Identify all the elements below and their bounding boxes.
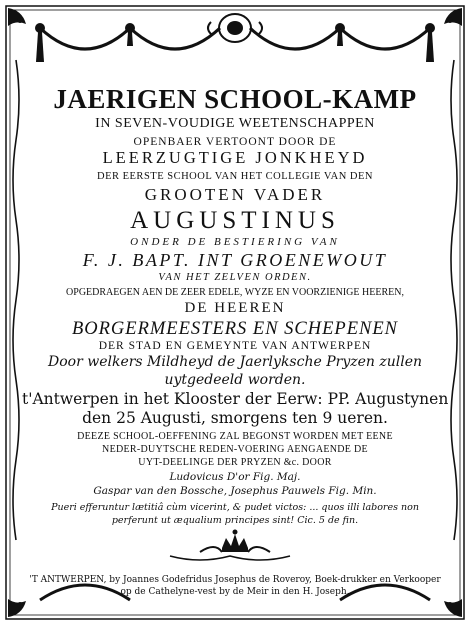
- text-line: Ludovicus D'or Fig. Maj.: [169, 471, 301, 483]
- text-line: Door welkers Mildheyd de Jaerlyksche Pryzen zullen: [47, 354, 423, 370]
- imprint-line: 'T ANTWERPEN, by Joannes Godefridus Josephus de Roveroy, Boek-drukker en Verkooper: [29, 575, 441, 585]
- quote-line: Pueri efferuntur lætitiâ cùm vicerint, & pudet victos: ... quos illi labores non: [51, 502, 419, 513]
- text-line: NEDER-DUYTSCHE REDEN-VOERING AENGAENDE DE: [102, 444, 368, 455]
- subtitle-line: IN SEVEN-VOUDIGE WEETENSCHAPPEN: [95, 116, 375, 131]
- text-line: t'Antwerpen in het Klooster der Eerw: PP. Augustynen: [22, 390, 449, 408]
- text-line: GROOTEN VADER: [144, 185, 326, 204]
- poster-text: [22, 0, 448, 625]
- imprint-line: op de Cathelyne-vest by de Meir in den H. Joseph.: [120, 587, 350, 597]
- text-line: VAN HET ZELVEN ORDEN.: [158, 272, 312, 283]
- text-line: Gaspar van den Bossche, Josephus Pauwels Fig. Min.: [93, 485, 377, 497]
- title-line: JAERIGEN SCHOOL-KAMP: [53, 84, 417, 114]
- text-line: DE HEEREN: [184, 300, 286, 316]
- text-line: BORGERMEESTERS EN SCHEPENEN: [71, 319, 399, 339]
- text-line: LEERZUGTIGE JONKHEYD: [102, 148, 368, 167]
- text-line: UYT-DEELINGE DER PRYZEN &c. DOOR: [138, 457, 332, 468]
- text-line: OPENBAER VERTOONT DOOR DE: [133, 136, 337, 148]
- text-line: OPGEDRAEGEN AEN DE ZEER EDELE, WYZE EN VOORZIENIGE HEEREN,: [66, 287, 404, 298]
- author-name: F. J. BAPT. INT GROENEWOUT: [82, 250, 388, 270]
- text-line: DER STAD EN GEMEYNTE VAN ANTWERPEN: [98, 340, 372, 352]
- text-line: den 25 Augusti, smorgens ten 9 ueren.: [82, 409, 388, 427]
- text-line: DER EERSTE SCHOOL VAN HET COLLEGIE VAN DEN: [96, 171, 374, 182]
- quote-line: perferunt ut æqualium principes sint! Cic. 5 de fin.: [111, 515, 359, 526]
- text-line: uytgedeeld worden.: [164, 372, 306, 388]
- text-line: ONDER DE BESTIERING VAN: [130, 236, 340, 248]
- text-line: DEEZE SCHOOL-OEFFENING ZAL BEGONST WORDEN MET EENE: [77, 431, 393, 442]
- saint-name: AUGUSTINUS: [130, 207, 340, 234]
